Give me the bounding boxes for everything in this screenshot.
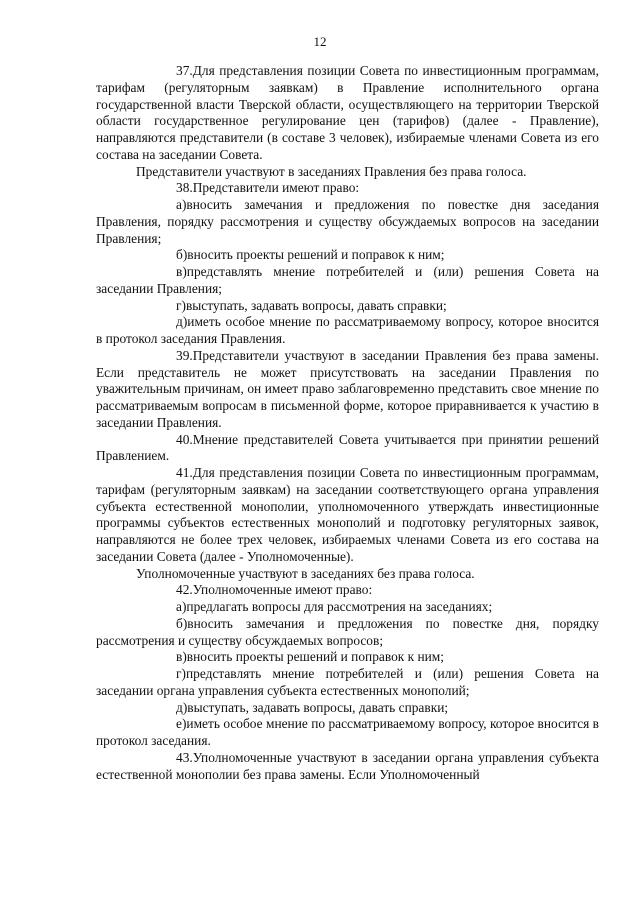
paragraph — [96, 582, 599, 599]
item-number: г) — [176, 297, 186, 313]
paragraph-text: Представители участвуют в заседании Правления без права замены. Если представитель не может присутствовать на заседании Правления по уважительным причинам, он имеет право заблаговременно представить свое мнение по рассматриваемым вопросам в письменной форме, которое приравнивается к участию в заседании Правления. — [96, 347, 599, 430]
paragraph — [96, 666, 599, 700]
paragraph — [96, 247, 599, 264]
item-number: в) — [176, 649, 187, 665]
item-number: 42. — [176, 582, 193, 598]
paragraph-text: Уполномоченные участвуют в заседаниях без права голоса. — [136, 565, 475, 581]
paragraph-text: иметь особое мнение по рассматриваемому вопросу, которое вносится в протокол заседания Правления. — [96, 314, 599, 346]
paragraph — [96, 432, 599, 466]
paragraph — [96, 314, 599, 348]
paragraph-text: Мнение представителей Совета учитывается при принятии решений Правлением. — [96, 431, 599, 464]
paragraph — [96, 716, 599, 750]
paragraph-text: Для представления позиции Совета по инвестиционным программам, тарифам (регуляторным заявкам) на заседании соответствующего органа управления субъекта естественной монополии, уполномоченного утверждать инвестиционные программы субъектов естественных монополий и подготовку регуляторных заявок, направляются не более трех человек, избираемых членами Совета из его состава на заседании Совета (далее - Уполномоченные). — [96, 465, 599, 564]
paragraph — [96, 348, 599, 432]
item-number: 37. — [176, 63, 193, 78]
item-number: б) — [176, 247, 188, 263]
item-number: 39. — [176, 347, 193, 363]
item-number: б) — [176, 615, 188, 631]
item-number: 40. — [176, 431, 193, 447]
paragraph-text: вносить замечания и предложения по повестке дня, порядку рассмотрения и существу обсуждаемых вопросов; — [96, 615, 599, 648]
item-number: г) — [176, 666, 186, 681]
paragraph-text: предлагать вопросы для рассмотрения на заседаниях; — [186, 599, 493, 614]
paragraph-text: выступать, задавать вопросы, давать справки; — [187, 699, 449, 715]
paragraph — [96, 566, 599, 583]
paragraph-text: Представители участвуют в заседаниях Правления без права голоса. — [136, 163, 527, 179]
paragraph — [96, 750, 599, 784]
item-number: 41. — [176, 465, 193, 480]
paragraph — [96, 197, 599, 247]
paragraph-text: выступать, задавать вопросы, давать справки; — [185, 297, 447, 313]
paragraph — [96, 264, 599, 298]
item-number: д) — [176, 699, 188, 715]
document-body — [96, 63, 599, 783]
paragraph-text: Для представления позиции Совета по инвестиционным программам, тарифам (регуляторным заявкам) в Правление исполнительного органа государственной власти Тверской области, осуществляющего на территории Тверской области государственное регулирование цен (тарифов) (далее - Правление), направляются представители (в составе 3 человек), избираемые членами Совета из его состава на заседании Совета. — [96, 63, 599, 162]
page-number: 12 — [313, 34, 327, 49]
item-number: д) — [176, 314, 188, 330]
paragraph — [96, 180, 599, 197]
item-number: а) — [176, 599, 187, 614]
paragraph-text: представлять мнение потребителей и (или) решения Совета на заседании Правления; — [96, 264, 599, 296]
paragraph-text: Представители имеют право: — [192, 180, 360, 196]
paragraph — [96, 465, 599, 566]
paragraph — [96, 298, 599, 315]
item-number: е) — [176, 716, 187, 732]
item-number: а) — [176, 197, 187, 212]
paragraph — [96, 616, 599, 650]
paragraph — [96, 649, 599, 666]
paragraph-text: вносить проекты решений и поправок к ним; — [186, 649, 444, 665]
paragraph-text: представлять мнение потребителей и (или) решения Совета на заседании органа управления субъекта естественных монополий; — [96, 666, 599, 698]
paragraph — [96, 164, 599, 181]
paragraph-text: иметь особое мнение по рассматриваемому вопросу, которое вносится в протокол заседания. — [96, 716, 599, 748]
paragraph-text: вносить замечания и предложения по повестке дня заседания Правления, порядку рассмотрения и существу обсуждаемых вопросов на заседании Правления; — [96, 197, 599, 246]
item-number: в) — [176, 264, 187, 279]
paragraph-text: вносить проекты решений и поправок к ним; — [187, 247, 445, 263]
paragraph — [96, 63, 599, 164]
paragraph — [96, 599, 599, 616]
item-number: 38. — [176, 180, 193, 196]
item-number: 43. — [176, 749, 193, 765]
paragraph — [96, 700, 599, 717]
paragraph-text: Уполномоченные участвуют в заседании органа управления субъекта естественной монополии без права замены. Если Уполномоченный — [96, 749, 599, 782]
paragraph-text: Уполномоченные имеют право: — [192, 582, 373, 598]
